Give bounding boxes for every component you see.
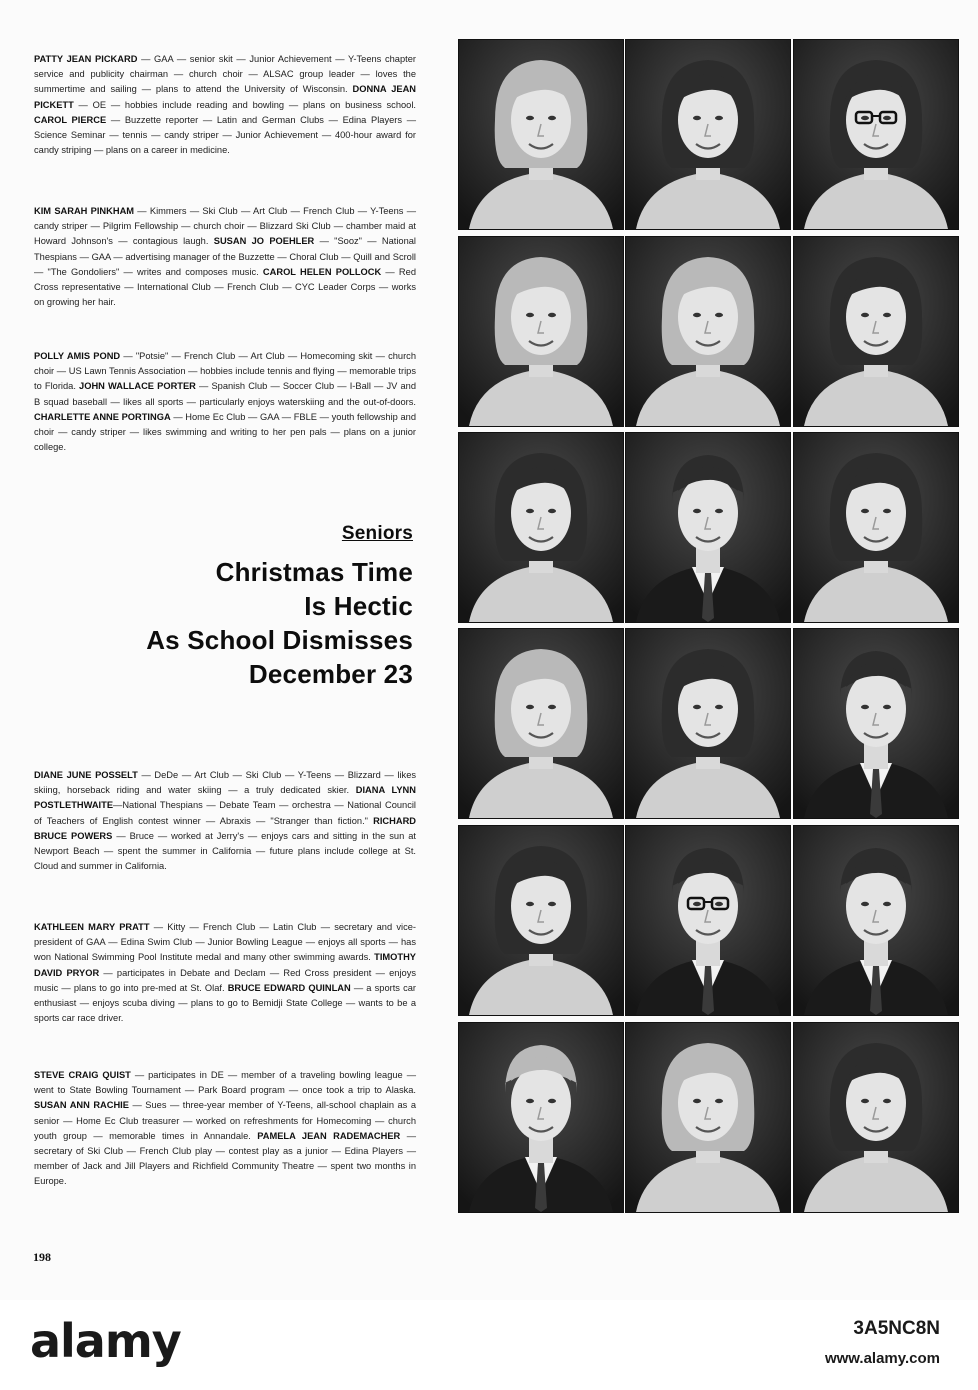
eye [693,705,701,709]
senior-portrait [458,39,624,230]
student-name: SUSAN JO POEHLER [213,236,315,247]
headline-line: Is Hectic [304,591,413,621]
senior-portrait [793,432,959,623]
page-number: 198 [33,1250,51,1264]
image-id: 3A5NC8N [853,1318,940,1339]
eye [693,509,701,513]
eye [548,705,556,709]
eye [548,313,556,317]
eye [693,1099,701,1103]
eye [715,705,723,709]
senior-portrait [458,825,624,1016]
senior-portrait [793,825,959,1016]
section-label: Seniors [341,523,413,544]
headline-line: Christmas Time [215,557,413,587]
student-name: KIM SARAH PINKHAM [34,206,135,216]
eye [861,313,869,317]
face [846,868,906,944]
eye [861,509,869,513]
student-activities: — "Sooz" — National Thespians — GAA — advertising manager of the Buzzette — Choral Club — Quill and Scroll — "The Gondoliers" — writes and composes music. [34,236,416,277]
eye [861,116,869,120]
senior-portrait [625,825,791,1016]
watermark-footer [0,1300,978,1390]
eye [548,509,556,513]
student-activities: — "Potsie" — French Club — Art Club — Homecoming skit — church choir — US Lawn Tennis Association — hobbies include tennis and flying — memorable trips to Florida. [34,351,416,392]
eye [883,902,891,906]
student-activities: — Buzzette reporter — Latin and German Clubs — Edina Players — Science Seminar — tennis — candy striper — Junior Achievement — 400-hour award for candy striping — plans on a career in medicine. [34,114,416,156]
eye [861,902,869,906]
eye [548,116,556,120]
student-name: RICHARD BRUCE POWERS [34,815,416,841]
senior-portrait [625,236,791,427]
student-activities: — Kitty — French Club — Latin Club — secretary and vice-president of GAA — Edina Swim Club — Junior Bowling League — enjoys all sports — has won National Swimming Pool Institute medal and many other swimming awards. [34,922,416,963]
eye [526,116,534,120]
student-name: KATHLEEN MARY PRATT [34,922,150,932]
eye [526,313,534,317]
headline-line: As School Dismisses [146,625,413,655]
eye [715,313,723,317]
brand-logo: alamy [30,1314,181,1368]
student-name: TIMOTHY DAVID PRYOR [34,952,416,978]
student-name: BRUCE EDWARD QUINLAN [227,982,351,993]
student-activities: — a sports car enthusiast — enjoys scuba diving — plans to go to Bemidji State College — wants to be a sports car race driver. [34,982,416,1024]
student-activities: — secretary of Ski Club — French Club play — contest play as a junior — Edina Players — member of Jack and Jill Players and Richfield Community Theatre — spent two months in Europe. [34,1130,417,1187]
student-name: DIANA LYNN POSTLETHWAITE [34,785,416,811]
senior-portrait [458,628,624,819]
eye [715,902,723,906]
face [678,475,738,551]
headline-line: December 23 [248,659,413,689]
student-name: CAROL PIERCE [34,114,107,125]
student-activities: — Spanish Club — Soccer Club — I-Ball — JV and B squad baseball — likes all sports — particularly enjoys waterskiing and the out-of-doors. [34,381,416,407]
eye [883,705,891,709]
student-activities: — Bruce — worked at Jerry's — enjoys cars and sitting in the sun at Newport Beach — spent the summer in California — future plans include college at St. Cloud and summer in California. [34,830,416,872]
eye [715,509,723,513]
eye [883,116,891,120]
senior-portrait [458,1022,624,1213]
face [511,1065,571,1141]
senior-portrait [625,39,791,230]
student-name: CHARLETTE ANNE PORTINGA [34,411,171,422]
eye [526,509,534,513]
eye [715,116,723,120]
student-activities: — Sues — three-year member of Y-Teens, all-school chaplain as a senior — Home Ec Club treasurer — worked on refreshments for Homecoming — church youth group — memorable times in Annandale. [34,1100,416,1141]
eye [883,1099,891,1103]
eye [693,116,701,120]
student-name: POLLY AMIS POND [34,351,121,361]
student-activities: — Home Ec Club — GAA — FBLE — youth fellowship and choir — candy striper — likes swimming and writing to her pen pals — plans on a junior college. [34,411,416,453]
eye [526,705,534,709]
student-activities: — participates in DE — member of a traveling bowling league — went to State Bowling Tournament — Park Board program — once took a trip to Alaska. [34,1070,416,1096]
eye [693,902,701,906]
eye [715,1099,723,1103]
eye [861,1099,869,1103]
student-activities: — DeDe — Art Club — Ski Club — Y-Teens — Blizzard — likes skiing, horseback riding and water skiing — a truly dedicated skier. [34,770,417,796]
student-activities: — GAA — senior skit — Junior Achievement — Y-Teens chapter service and publicity chairman — church choir — ALSAC group leader — loves the summertime and sailing — plans to attend the University of Wisconsin. [34,54,416,95]
student-activities: — Kimmers — Ski Club — Art Club — French Club — Y-Teens — candy striper — Pilgrim Fellowship — church choir — Blizzard Ski Club — chamber maid at Howard Johnson's — contagious laugh. [34,206,416,247]
student-name: PAMELA JEAN RADEMACHER [257,1130,401,1141]
student-activities: — OE — hobbies include reading and bowling — plans on business school. [73,99,416,110]
eye [548,1099,556,1103]
site-url: www.alamy.com [824,1350,940,1367]
eye [548,902,556,906]
senior-portrait [625,1022,791,1213]
eye [883,509,891,513]
senior-portrait [458,236,624,427]
senior-portrait [793,1022,959,1213]
student-activities: —National Thespians — Debate Team — orchestra — National Council of Teachers of English contest winner — Abraxis — "Stranger than fiction." [34,800,416,826]
eye [883,313,891,317]
eye [526,1099,534,1103]
eye [526,902,534,906]
senior-portrait [625,628,791,819]
student-name: DIANE JUNE POSSELT [34,770,138,780]
student-name: STEVE CRAIG QUIST [34,1070,131,1080]
senior-portrait [458,432,624,623]
senior-portrait [625,432,791,623]
eye [861,705,869,709]
senior-portrait [793,628,959,819]
eye [693,313,701,317]
student-activities: — participates in Debate and Declam — Red Cross president — enjoys music — plans to go into pre-med at St. Olaf. [34,967,416,993]
student-name: PATTY JEAN PICKARD [34,54,138,64]
face [846,671,906,747]
senior-portrait [793,39,959,230]
student-name: SUSAN ANN RACHIE [34,1100,129,1111]
student-name: JOHN WALLACE PORTER [79,381,196,392]
senior-portrait [793,236,959,427]
student-name: CAROL HELEN POLLOCK [262,266,382,277]
student-activities: — Red Cross representative — International Club — French Club — CYC Leader Corps — works on growing her hair. [34,266,416,308]
student-name: DONNA JEAN PICKETT [34,84,416,110]
